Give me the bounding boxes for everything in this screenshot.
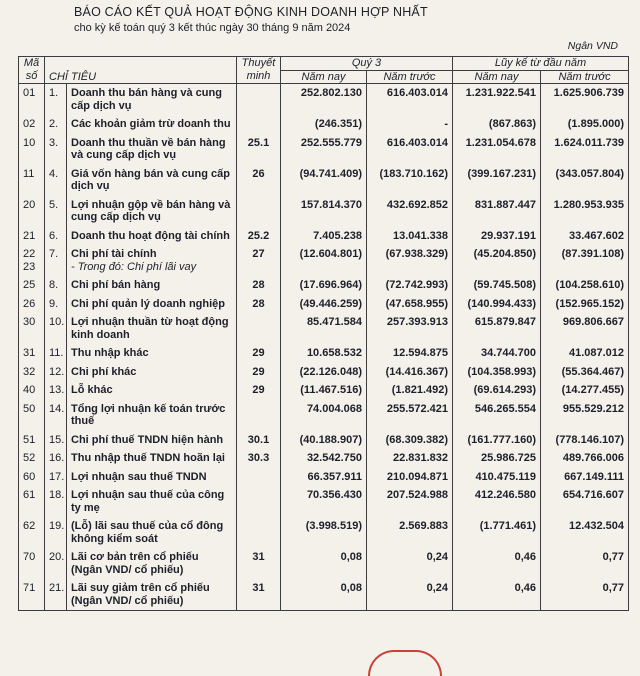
row-q3-this-year: 74.004.068	[281, 400, 367, 431]
row-ytd-this-year: (104.358.993)	[453, 363, 541, 382]
income-statement-table	[18, 56, 629, 611]
row-ytd-this-year: (1.771.461)	[453, 517, 541, 548]
row-ytd-last-year: 12.432.504	[541, 517, 629, 548]
row-q3-this-year: (246.351)	[281, 115, 367, 134]
row-note	[237, 84, 281, 116]
table-row	[19, 313, 629, 344]
row-ytd-this-year: 0,46	[453, 548, 541, 579]
row-number: 4.	[45, 165, 67, 196]
row-number: 9.	[45, 295, 67, 314]
row-label: Chi phí khác	[67, 363, 237, 382]
row-note	[237, 400, 281, 431]
row-label: Lợi nhuận sau thuế TNDN	[67, 468, 237, 487]
row-ytd-last-year: 41.087.012	[541, 344, 629, 363]
row-number: 19.	[45, 517, 67, 548]
row-q3-this-year: 0,08	[281, 579, 367, 611]
row-label: Các khoản giảm trừ doanh thu	[67, 115, 237, 134]
table-row	[19, 227, 629, 246]
row-code: 52	[19, 449, 45, 468]
row-q3-this-year: (40.188.907)	[281, 431, 367, 450]
row-code: 22	[19, 245, 45, 261]
row-label: Chi phí tài chính	[67, 245, 237, 261]
row-number: 18.	[45, 486, 67, 517]
row-ytd-last-year: (778.146.107)	[541, 431, 629, 450]
row-ytd-last-year: 654.716.607	[541, 486, 629, 517]
row-q3-this-year: (3.998.519)	[281, 517, 367, 548]
header-item: CHỈ TIÊU	[45, 57, 237, 84]
row-code: 01	[19, 84, 45, 116]
row-note: 25.1	[237, 134, 281, 165]
row-q3-last-year: (1.821.492)	[367, 381, 453, 400]
row-q3-last-year: 2.569.883	[367, 517, 453, 548]
row-label: Lợi nhuận thuần từ hoạt động kinh doanh	[67, 313, 237, 344]
row-q3-last-year: 0,24	[367, 579, 453, 611]
row-label: Thu nhập khác	[67, 344, 237, 363]
row-q3-this-year: 157.814.370	[281, 196, 367, 227]
row-code: 32	[19, 363, 45, 382]
header-ytd-last-year: Năm trước	[541, 70, 629, 84]
row-q3-this-year: (22.126.048)	[281, 363, 367, 382]
row-ytd-this-year: 34.744.700	[453, 344, 541, 363]
row-code: 61	[19, 486, 45, 517]
row-q3-this-year: (94.741.409)	[281, 165, 367, 196]
row-number: 3.	[45, 134, 67, 165]
table-row	[19, 196, 629, 227]
header-group-q3: Quý 3	[281, 57, 453, 71]
row-ytd-last-year: 0,77	[541, 579, 629, 611]
row-code: 62	[19, 517, 45, 548]
row-code: 30	[19, 313, 45, 344]
row-ytd-this-year: 546.265.554	[453, 400, 541, 431]
row-ytd-this-year: (45.204.850)	[453, 245, 541, 261]
table-row	[19, 115, 629, 134]
row-number: 14.	[45, 400, 67, 431]
row-ytd-this-year: 615.879.847	[453, 313, 541, 344]
row-q3-last-year: 257.393.913	[367, 313, 453, 344]
row-ytd-last-year: 489.766.006	[541, 449, 629, 468]
row-q3-last-year: 616.403.014	[367, 134, 453, 165]
row-q3-this-year: 0,08	[281, 548, 367, 579]
row-q3-last-year: (67.938.329)	[367, 245, 453, 261]
row-ytd-last-year: 1.625.906.739	[541, 84, 629, 116]
row-ytd-last-year: 0,77	[541, 548, 629, 579]
row-label: Doanh thu thuần về bán hàng và cung cấp dịch vụ	[67, 134, 237, 165]
row-label: Lợi nhuận sau thuế của công ty mẹ	[67, 486, 237, 517]
row-code: 25	[19, 276, 45, 295]
row-note: 26	[237, 165, 281, 196]
row-label: Lãi cơ bản trên cổ phiếu (Ngân VND/ cổ phiếu)	[67, 548, 237, 579]
row-q3-last-year: 255.572.421	[367, 400, 453, 431]
row-code: 10	[19, 134, 45, 165]
row-note: 28	[237, 295, 281, 314]
row-code: 51	[19, 431, 45, 450]
row-code: 26	[19, 295, 45, 314]
row-ytd-this-year: 25.986.725	[453, 449, 541, 468]
row-code: 02	[19, 115, 45, 134]
row-number: 6.	[45, 227, 67, 246]
row-ytd-this-year: 410.475.119	[453, 468, 541, 487]
report-title: BÁO CÁO KẾT QUẢ HOẠT ĐỘNG KINH DOANH HỢP NHẤT	[74, 5, 428, 19]
row-ytd-last-year: 33.467.602	[541, 227, 629, 246]
table-row	[19, 468, 629, 487]
row-q3-last-year: 432.692.852	[367, 196, 453, 227]
row-ytd-this-year	[453, 261, 541, 277]
table-row	[19, 363, 629, 382]
row-number: 13.	[45, 381, 67, 400]
row-code: 50	[19, 400, 45, 431]
row-number: 15.	[45, 431, 67, 450]
row-q3-last-year: 13.041.338	[367, 227, 453, 246]
row-note	[237, 313, 281, 344]
table-row	[19, 579, 629, 611]
row-ytd-this-year: 29.937.191	[453, 227, 541, 246]
row-q3-last-year: 207.524.988	[367, 486, 453, 517]
row-ytd-last-year: (14.277.455)	[541, 381, 629, 400]
row-note: 28	[237, 276, 281, 295]
row-code: 31	[19, 344, 45, 363]
row-label: Doanh thu hoạt động tài chính	[67, 227, 237, 246]
row-number: 8.	[45, 276, 67, 295]
row-label: Lỗ khác	[67, 381, 237, 400]
row-code: 60	[19, 468, 45, 487]
row-ytd-this-year: (140.994.433)	[453, 295, 541, 314]
row-note: 27	[237, 245, 281, 261]
row-q3-this-year: 66.357.911	[281, 468, 367, 487]
row-q3-this-year: (49.446.259)	[281, 295, 367, 314]
row-ytd-this-year: (69.614.293)	[453, 381, 541, 400]
row-number: 7.	[45, 245, 67, 261]
row-q3-last-year: 210.094.871	[367, 468, 453, 487]
table-row	[19, 295, 629, 314]
row-note	[237, 261, 281, 277]
row-q3-this-year: 7.405.238	[281, 227, 367, 246]
row-q3-this-year: 10.658.532	[281, 344, 367, 363]
row-number: 17.	[45, 468, 67, 487]
row-number: 2.	[45, 115, 67, 134]
row-note	[237, 468, 281, 487]
row-note	[237, 115, 281, 134]
row-ytd-this-year: 831.887.447	[453, 196, 541, 227]
row-code: 23	[19, 261, 45, 277]
table-row	[19, 245, 629, 261]
row-q3-last-year: (14.416.367)	[367, 363, 453, 382]
row-label: - Trong đó: Chi phí lãi vay	[67, 261, 237, 277]
row-ytd-last-year: 955.529.212	[541, 400, 629, 431]
row-label: Tổng lợi nhuận kế toán trước thuế	[67, 400, 237, 431]
row-label: Chi phí thuế TNDN hiện hành	[67, 431, 237, 450]
row-ytd-last-year: 667.149.111	[541, 468, 629, 487]
table-row	[19, 431, 629, 450]
row-number: 16.	[45, 449, 67, 468]
row-ytd-last-year: 969.806.667	[541, 313, 629, 344]
header-ytd-this-year: Năm nay	[453, 70, 541, 84]
row-ytd-last-year: (104.258.610)	[541, 276, 629, 295]
table-row	[19, 261, 629, 277]
row-label: Lợi nhuận gộp về bán hàng và cung cấp dịch vụ	[67, 196, 237, 227]
row-number: 12.	[45, 363, 67, 382]
row-label: Chi phí bán hàng	[67, 276, 237, 295]
row-ytd-last-year: (343.057.804)	[541, 165, 629, 196]
table-row	[19, 381, 629, 400]
table-row	[19, 486, 629, 517]
row-number: 10.	[45, 313, 67, 344]
row-ytd-this-year: (59.745.508)	[453, 276, 541, 295]
row-note: 29	[237, 363, 281, 382]
row-number: 5.	[45, 196, 67, 227]
row-q3-this-year: 252.802.130	[281, 84, 367, 116]
row-note	[237, 486, 281, 517]
row-note: 30.1	[237, 431, 281, 450]
row-q3-this-year: 252.555.779	[281, 134, 367, 165]
row-q3-this-year: 32.542.750	[281, 449, 367, 468]
row-code: 71	[19, 579, 45, 611]
row-code: 70	[19, 548, 45, 579]
table-row	[19, 548, 629, 579]
row-q3-last-year: 0,24	[367, 548, 453, 579]
header-note: Thuyết minh	[237, 57, 281, 84]
row-ytd-this-year: 0,46	[453, 579, 541, 611]
row-label: Chi phí quản lý doanh nghiệp	[67, 295, 237, 314]
row-code: 21	[19, 227, 45, 246]
row-ytd-last-year: (152.965.152)	[541, 295, 629, 314]
row-ytd-last-year: 1.280.953.935	[541, 196, 629, 227]
row-label: Lãi suy giảm trên cổ phiếu (Ngân VND/ cổ phiếu)	[67, 579, 237, 611]
row-ytd-this-year: 412.246.580	[453, 486, 541, 517]
row-q3-this-year: (12.604.801)	[281, 245, 367, 261]
row-ytd-last-year: 1.624.011.739	[541, 134, 629, 165]
row-q3-last-year: -	[367, 115, 453, 134]
row-q3-last-year: (47.658.955)	[367, 295, 453, 314]
row-number: 20.	[45, 548, 67, 579]
table-row	[19, 165, 629, 196]
header-code: Mã số	[19, 57, 45, 84]
row-number: 21.	[45, 579, 67, 611]
row-q3-this-year: (11.467.516)	[281, 381, 367, 400]
row-q3-this-year: (17.696.964)	[281, 276, 367, 295]
currency-unit: Ngân VND	[567, 40, 618, 52]
row-note: 29	[237, 344, 281, 363]
row-label: Doanh thu bán hàng và cung cấp dịch vụ	[67, 84, 237, 116]
row-q3-last-year: 12.594.875	[367, 344, 453, 363]
table-row	[19, 276, 629, 295]
row-ytd-this-year: (399.167.231)	[453, 165, 541, 196]
row-note: 29	[237, 381, 281, 400]
row-ytd-last-year: (1.895.000)	[541, 115, 629, 134]
row-q3-this-year: 85.471.584	[281, 313, 367, 344]
row-note: 31	[237, 548, 281, 579]
row-code: 11	[19, 165, 45, 196]
row-q3-this-year: 70.356.430	[281, 486, 367, 517]
row-q3-last-year: (72.742.993)	[367, 276, 453, 295]
table-row	[19, 400, 629, 431]
table-body	[19, 84, 629, 611]
row-q3-last-year: 22.831.832	[367, 449, 453, 468]
table-row	[19, 517, 629, 548]
row-number: 11.	[45, 344, 67, 363]
row-label: Thu nhập thuế TNDN hoãn lại	[67, 449, 237, 468]
row-code: 20	[19, 196, 45, 227]
row-number: 1.	[45, 84, 67, 116]
row-ytd-last-year	[541, 261, 629, 277]
row-ytd-last-year: (87.391.108)	[541, 245, 629, 261]
row-q3-last-year: 616.403.014	[367, 84, 453, 116]
row-code: 40	[19, 381, 45, 400]
table-row	[19, 344, 629, 363]
row-ytd-this-year: 1.231.922.541	[453, 84, 541, 116]
report-subtitle: cho kỳ kế toán quý 3 kết thúc ngày 30 tháng 9 năm 2024	[74, 22, 351, 34]
row-ytd-last-year: (55.364.467)	[541, 363, 629, 382]
table-row	[19, 84, 629, 116]
header-q3-last-year: Năm trước	[367, 70, 453, 84]
row-number	[45, 261, 67, 277]
row-note: 30.3	[237, 449, 281, 468]
row-ytd-this-year: (161.777.160)	[453, 431, 541, 450]
row-q3-last-year: (183.710.162)	[367, 165, 453, 196]
company-seal	[368, 650, 442, 676]
row-q3-last-year: (68.309.382)	[367, 431, 453, 450]
row-q3-this-year	[281, 261, 367, 277]
row-note: 31	[237, 579, 281, 611]
row-q3-last-year	[367, 261, 453, 277]
row-label: (Lỗ) lãi sau thuế của cổ đông không kiểm soát	[67, 517, 237, 548]
row-note	[237, 196, 281, 227]
row-note: 25.2	[237, 227, 281, 246]
row-ytd-this-year: (867.863)	[453, 115, 541, 134]
table-row	[19, 449, 629, 468]
row-note	[237, 517, 281, 548]
row-label: Giá vốn hàng bán và cung cấp dịch vụ	[67, 165, 237, 196]
header-q3-this-year: Năm nay	[281, 70, 367, 84]
row-ytd-this-year: 1.231.054.678	[453, 134, 541, 165]
table-row	[19, 134, 629, 165]
header-group-ytd: Lũy kế từ đầu năm	[453, 57, 629, 71]
